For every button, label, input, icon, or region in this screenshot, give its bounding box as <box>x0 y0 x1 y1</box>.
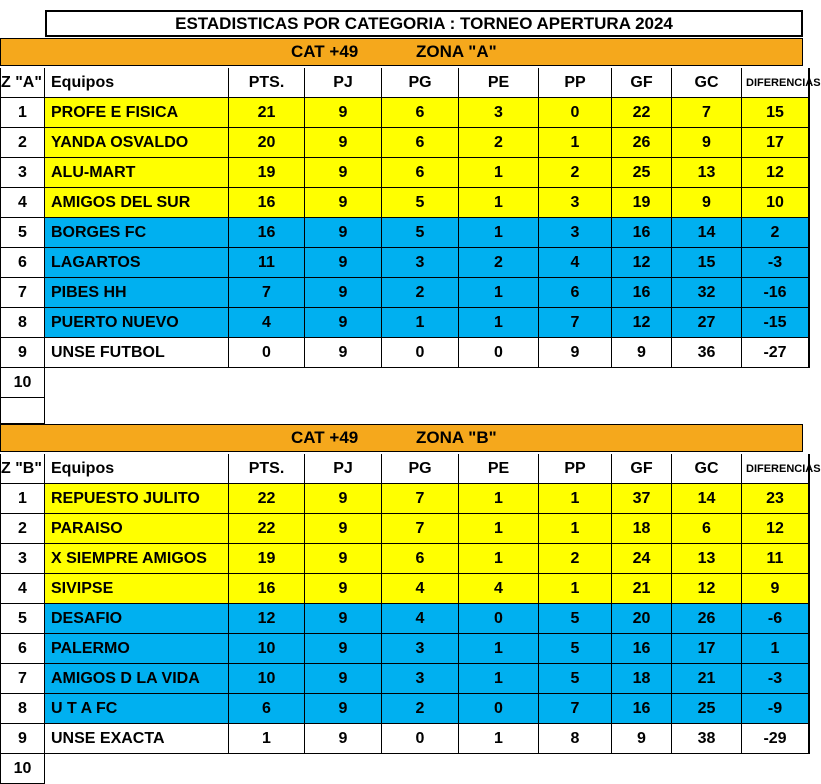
zone-b-name: ZONA "B" <box>416 428 497 447</box>
pj-cell: 9 <box>305 724 382 754</box>
pp-cell: 7 <box>539 308 612 338</box>
pj-cell: 9 <box>305 544 382 574</box>
column-header: PP <box>539 454 612 484</box>
dif-cell: 1 <box>742 634 810 664</box>
pp-cell: 9 <box>539 338 612 368</box>
table-row <box>0 98 810 128</box>
pts-cell: 19 <box>229 544 305 574</box>
pts-cell: 10 <box>229 664 305 694</box>
pj-cell: 9 <box>305 604 382 634</box>
pg-cell: 5 <box>382 188 459 218</box>
zone-a-name: ZONA "A" <box>416 42 497 61</box>
position-cell: 4 <box>0 574 45 604</box>
pe-cell: 2 <box>459 248 539 278</box>
position-cell: 5 <box>0 604 45 634</box>
column-header: PJ <box>305 68 382 98</box>
pts-cell: 1 <box>229 724 305 754</box>
gc-cell: 15 <box>672 248 742 278</box>
position-cell: 10 <box>0 754 45 784</box>
pp-cell: 5 <box>539 604 612 634</box>
gc-cell: 36 <box>672 338 742 368</box>
pe-cell: 1 <box>459 188 539 218</box>
position-header: Z "A" <box>0 68 45 98</box>
table-row <box>0 544 810 574</box>
pp-cell: 4 <box>539 248 612 278</box>
column-header: PTS. <box>229 68 305 98</box>
dif-cell: 9 <box>742 574 810 604</box>
table-row <box>0 128 810 158</box>
pts-cell: 16 <box>229 188 305 218</box>
zone-a-category: CAT +49 <box>291 42 359 61</box>
table-row <box>0 664 810 694</box>
pe-cell: 1 <box>459 158 539 188</box>
pg-cell: 2 <box>382 694 459 724</box>
pts-cell: 4 <box>229 308 305 338</box>
pe-cell: 2 <box>459 128 539 158</box>
gf-cell: 9 <box>612 724 672 754</box>
gc-cell: 38 <box>672 724 742 754</box>
table-row <box>0 338 810 368</box>
column-header: PG <box>382 68 459 98</box>
team-name-cell: PROFE E FISICA <box>45 98 229 128</box>
pj-cell: 9 <box>305 634 382 664</box>
pts-cell: 0 <box>229 338 305 368</box>
pts-cell: 16 <box>229 574 305 604</box>
dif-cell: 2 <box>742 218 810 248</box>
position-cell: 7 <box>0 664 45 694</box>
gc-cell: 17 <box>672 634 742 664</box>
pts-cell: 11 <box>229 248 305 278</box>
table-row <box>0 514 810 544</box>
dif-cell: -3 <box>742 664 810 694</box>
dif-cell: -16 <box>742 278 810 308</box>
pe-cell: 1 <box>459 484 539 514</box>
pp-cell: 5 <box>539 664 612 694</box>
table-row <box>0 724 810 754</box>
page-title: ESTADISTICAS POR CATEGORIA : TORNEO APERTURA 2024 <box>45 10 803 37</box>
pj-cell: 9 <box>305 218 382 248</box>
dif-cell: -15 <box>742 308 810 338</box>
pj-cell: 9 <box>305 514 382 544</box>
pg-cell: 0 <box>382 724 459 754</box>
table-header-row <box>0 68 821 98</box>
position-cell: 3 <box>0 158 45 188</box>
pe-cell: 1 <box>459 664 539 694</box>
team-name-cell: YANDA OSVALDO <box>45 128 229 158</box>
column-header: Equipos <box>45 454 229 484</box>
pg-cell: 6 <box>382 98 459 128</box>
gf-cell: 19 <box>612 188 672 218</box>
table-row <box>0 158 810 188</box>
table-row <box>0 574 810 604</box>
team-name-cell: PARAISO <box>45 514 229 544</box>
gc-cell: 14 <box>672 484 742 514</box>
pp-cell: 5 <box>539 634 612 664</box>
dif-cell: -3 <box>742 248 810 278</box>
pg-cell: 3 <box>382 634 459 664</box>
pg-cell: 7 <box>382 514 459 544</box>
gc-cell: 25 <box>672 694 742 724</box>
pj-cell: 9 <box>305 308 382 338</box>
pg-cell: 6 <box>382 544 459 574</box>
pj-cell: 9 <box>305 484 382 514</box>
column-header: GF <box>612 68 672 98</box>
pe-cell: 0 <box>459 694 539 724</box>
dif-cell: -6 <box>742 604 810 634</box>
gf-cell: 12 <box>612 248 672 278</box>
gf-cell: 16 <box>612 278 672 308</box>
table-row <box>0 188 810 218</box>
table-row <box>0 484 810 514</box>
pp-cell: 3 <box>539 188 612 218</box>
pts-cell: 21 <box>229 98 305 128</box>
team-name-cell: PIBES HH <box>45 278 229 308</box>
gf-cell: 25 <box>612 158 672 188</box>
gf-cell: 26 <box>612 128 672 158</box>
column-header: PE <box>459 454 539 484</box>
position-cell: 4 <box>0 188 45 218</box>
table-row <box>0 308 810 338</box>
pe-cell: 1 <box>459 724 539 754</box>
dif-cell: -9 <box>742 694 810 724</box>
team-name-cell: AMIGOS D LA VIDA <box>45 664 229 694</box>
position-cell: 9 <box>0 338 45 368</box>
pj-cell: 9 <box>305 574 382 604</box>
gf-cell: 16 <box>612 694 672 724</box>
position-cell: 9 <box>0 724 45 754</box>
pg-cell: 2 <box>382 278 459 308</box>
position-cell: 7 <box>0 278 45 308</box>
dif-cell: 11 <box>742 544 810 574</box>
team-name-cell: PUERTO NUEVO <box>45 308 229 338</box>
team-name-cell: PALERMO <box>45 634 229 664</box>
pe-cell: 1 <box>459 278 539 308</box>
pp-cell: 0 <box>539 98 612 128</box>
pe-cell: 0 <box>459 604 539 634</box>
column-header: PTS. <box>229 454 305 484</box>
table-row <box>0 398 45 428</box>
pts-cell: 12 <box>229 604 305 634</box>
pp-cell: 1 <box>539 574 612 604</box>
pg-cell: 4 <box>382 604 459 634</box>
dif-cell: -29 <box>742 724 810 754</box>
position-cell: 6 <box>0 248 45 278</box>
pe-cell: 3 <box>459 98 539 128</box>
pg-cell: 4 <box>382 574 459 604</box>
gc-cell: 9 <box>672 188 742 218</box>
gc-cell: 6 <box>672 514 742 544</box>
position-cell: 1 <box>0 98 45 128</box>
team-name-cell: X SIEMPRE AMIGOS <box>45 544 229 574</box>
pg-cell: 1 <box>382 308 459 338</box>
team-name-cell: SIVIPSE <box>45 574 229 604</box>
dif-cell: -27 <box>742 338 810 368</box>
pj-cell: 9 <box>305 128 382 158</box>
dif-cell: 10 <box>742 188 810 218</box>
pts-cell: 22 <box>229 514 305 544</box>
pg-cell: 3 <box>382 664 459 694</box>
table-row <box>0 634 810 664</box>
column-header: PP <box>539 68 612 98</box>
pe-cell: 0 <box>459 338 539 368</box>
pe-cell: 1 <box>459 308 539 338</box>
pp-cell: 1 <box>539 514 612 544</box>
zone-a-banner <box>0 38 803 66</box>
gc-cell: 7 <box>672 98 742 128</box>
team-name-cell: LAGARTOS <box>45 248 229 278</box>
pp-cell: 3 <box>539 218 612 248</box>
zone-b-banner <box>0 424 803 452</box>
column-header: GC <box>672 454 742 484</box>
position-cell: 2 <box>0 128 45 158</box>
pp-cell: 1 <box>539 484 612 514</box>
pp-cell: 2 <box>539 158 612 188</box>
pj-cell: 9 <box>305 98 382 128</box>
gf-cell: 20 <box>612 604 672 634</box>
table-row <box>0 368 45 398</box>
position-cell: 10 <box>0 368 45 398</box>
dif-cell: 12 <box>742 158 810 188</box>
table-row <box>0 754 45 784</box>
pj-cell: 9 <box>305 158 382 188</box>
position-cell <box>0 398 45 424</box>
column-header: DIFERENCIAS <box>742 68 810 98</box>
zone-b-category: CAT +49 <box>291 428 359 447</box>
team-name-cell: BORGES FC <box>45 218 229 248</box>
pts-cell: 16 <box>229 218 305 248</box>
pe-cell: 1 <box>459 514 539 544</box>
column-header: Equipos <box>45 68 229 98</box>
team-name-cell: DESAFIO <box>45 604 229 634</box>
position-cell: 8 <box>0 308 45 338</box>
gf-cell: 18 <box>612 664 672 694</box>
team-name-cell: AMIGOS DEL SUR <box>45 188 229 218</box>
table-row <box>0 604 810 634</box>
pj-cell: 9 <box>305 248 382 278</box>
pp-cell: 2 <box>539 544 612 574</box>
gf-cell: 16 <box>612 218 672 248</box>
position-cell: 2 <box>0 514 45 544</box>
gc-cell: 9 <box>672 128 742 158</box>
pp-cell: 1 <box>539 128 612 158</box>
pts-cell: 19 <box>229 158 305 188</box>
team-name-cell: U T A FC <box>45 694 229 724</box>
column-header: PE <box>459 68 539 98</box>
pts-cell: 7 <box>229 278 305 308</box>
pg-cell: 6 <box>382 128 459 158</box>
dif-cell: 17 <box>742 128 810 158</box>
pg-cell: 7 <box>382 484 459 514</box>
gf-cell: 16 <box>612 634 672 664</box>
position-cell: 8 <box>0 694 45 724</box>
gf-cell: 18 <box>612 514 672 544</box>
position-header: Z "B" <box>0 454 45 484</box>
column-header: GC <box>672 68 742 98</box>
table-row <box>0 694 810 724</box>
pe-cell: 1 <box>459 544 539 574</box>
column-header: DIFERENCIAS <box>742 454 810 484</box>
pts-cell: 6 <box>229 694 305 724</box>
pts-cell: 22 <box>229 484 305 514</box>
team-name-cell: REPUESTO JULITO <box>45 484 229 514</box>
pp-cell: 6 <box>539 278 612 308</box>
pg-cell: 5 <box>382 218 459 248</box>
column-header: GF <box>612 454 672 484</box>
pts-cell: 10 <box>229 634 305 664</box>
pe-cell: 4 <box>459 574 539 604</box>
gc-cell: 32 <box>672 278 742 308</box>
position-cell: 6 <box>0 634 45 664</box>
pp-cell: 8 <box>539 724 612 754</box>
pe-cell: 1 <box>459 634 539 664</box>
gf-cell: 24 <box>612 544 672 574</box>
gf-cell: 21 <box>612 574 672 604</box>
dif-cell: 12 <box>742 514 810 544</box>
pg-cell: 0 <box>382 338 459 368</box>
dif-cell: 15 <box>742 98 810 128</box>
team-name-cell: UNSE EXACTA <box>45 724 229 754</box>
pj-cell: 9 <box>305 278 382 308</box>
column-header: PG <box>382 454 459 484</box>
pj-cell: 9 <box>305 694 382 724</box>
pp-cell: 7 <box>539 694 612 724</box>
gc-cell: 14 <box>672 218 742 248</box>
gc-cell: 21 <box>672 664 742 694</box>
pg-cell: 6 <box>382 158 459 188</box>
table-row <box>0 248 810 278</box>
position-cell: 5 <box>0 218 45 248</box>
table-row <box>0 278 810 308</box>
column-header: PJ <box>305 454 382 484</box>
pe-cell: 1 <box>459 218 539 248</box>
pj-cell: 9 <box>305 338 382 368</box>
team-name-cell: ALU-MART <box>45 158 229 188</box>
gc-cell: 13 <box>672 544 742 574</box>
gc-cell: 27 <box>672 308 742 338</box>
gf-cell: 12 <box>612 308 672 338</box>
gf-cell: 9 <box>612 338 672 368</box>
table-header-row <box>0 454 821 484</box>
table-row <box>0 218 810 248</box>
position-cell: 1 <box>0 484 45 514</box>
pj-cell: 9 <box>305 188 382 218</box>
pj-cell: 9 <box>305 664 382 694</box>
pts-cell: 20 <box>229 128 305 158</box>
gc-cell: 12 <box>672 574 742 604</box>
team-name-cell: UNSE FUTBOL <box>45 338 229 368</box>
gc-cell: 26 <box>672 604 742 634</box>
gf-cell: 22 <box>612 98 672 128</box>
position-cell: 3 <box>0 544 45 574</box>
gf-cell: 37 <box>612 484 672 514</box>
pg-cell: 3 <box>382 248 459 278</box>
dif-cell: 23 <box>742 484 810 514</box>
gc-cell: 13 <box>672 158 742 188</box>
